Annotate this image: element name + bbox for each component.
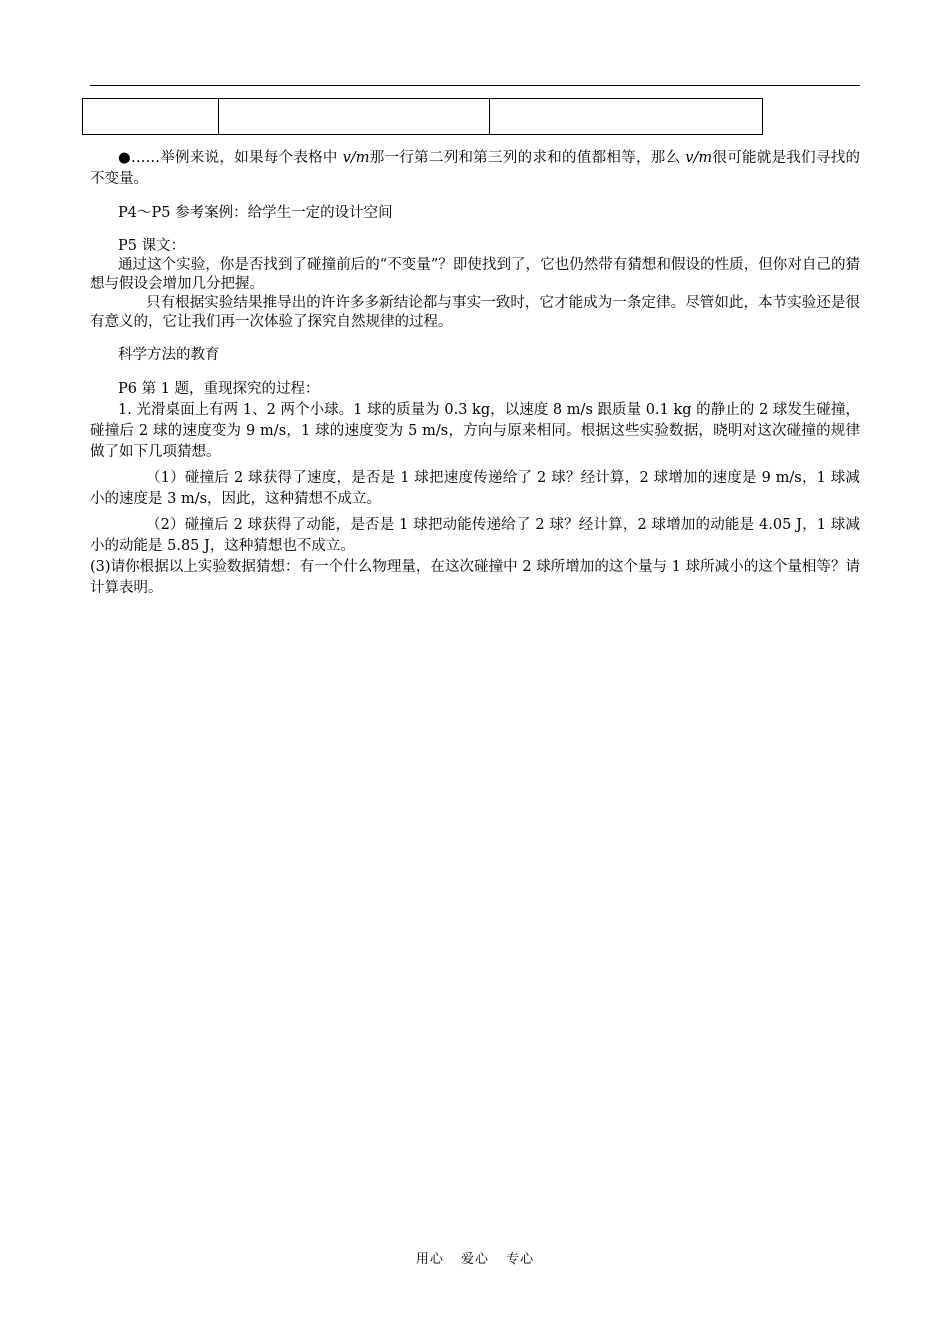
header-rule xyxy=(90,85,860,86)
table-cell xyxy=(219,99,490,134)
paragraph-p5-body: 通过这个实验，你是否找到了碰撞前后的“不变量”？即使找到了，它也仍然带有猜想和假设的性质，但你对自己的猜想与假设会增加几分把握。 xyxy=(90,257,860,292)
variable-vm: v/m xyxy=(685,150,713,166)
table-row xyxy=(82,98,763,135)
table-cell xyxy=(490,99,762,134)
variable-vm: v/m xyxy=(342,150,370,166)
paragraph-reference-case: P4～P5 参考案例：给学生一定的设计空间 xyxy=(118,205,393,221)
paragraph-p6-title: P6 第 1 题，重现探究的过程： xyxy=(118,381,320,397)
bullet-text: ●……举例来说，如果每个表格中 xyxy=(118,150,343,166)
paragraph-guess-2: （2）碰撞后 2 球获得了动能，是否是 1 球把动能传递给了 2 球？经计算，2 球增加的动能是 4.05 J，1 球减小的动能是 5.85 J，这种猜想也不成立。 xyxy=(90,517,860,554)
paragraph-invariant-example xyxy=(90,148,860,190)
paragraph-science-method: 科学方法的教育 xyxy=(118,347,220,363)
paragraph-law: 只有根据实验结果推导出的许许多多新结论都与事实一致时，它才能成为一条定律。尽管如此，本节实验还是很有意义的，它让我们再一次体验了探究自然规律的过程。 xyxy=(90,295,860,330)
paragraph-text: 那一行第二列和第三列的求和的值都相等，那么 xyxy=(369,150,686,166)
paragraph-problem: 1. 光滑桌面上有两 1、2 两个小球。1 球的质量为 0.3 kg，以速度 8 m/s 跟质量 0.1 kg 的静止的 2 球发生碰撞，碰撞后 2 球的速度变为 9 m/s，1 球的速度变为 5 m/s，方向与原来相同。根据这些实验数据，晓明对这次碰撞的规律做了如下几项猜想。 xyxy=(90,402,860,460)
paragraph-text: 很可能就是我们寻找的不变量。 xyxy=(90,150,861,187)
page-footer: 用心 爱心 专心 xyxy=(415,1252,535,1267)
paragraph-guess-3: (3)请你根据以上实验数据猜想：有一个什么物理量，在这次碰撞中 2 球所增加的这个量与 1 球所减小的这个量相等？请计算表明。 xyxy=(90,559,860,596)
paragraph-p5-title: P5 课文： xyxy=(118,238,186,254)
document-body xyxy=(90,148,860,599)
paragraph-guess-1: （1）碰撞后 2 球获得了速度，是否是 1 球把速度传递给了 2 球？经计算，2 球增加的速度是 9 m/s，1 球减小的速度是 3 m/s，因此，这种猜想不成立。 xyxy=(90,470,860,507)
table-cell xyxy=(83,99,219,134)
